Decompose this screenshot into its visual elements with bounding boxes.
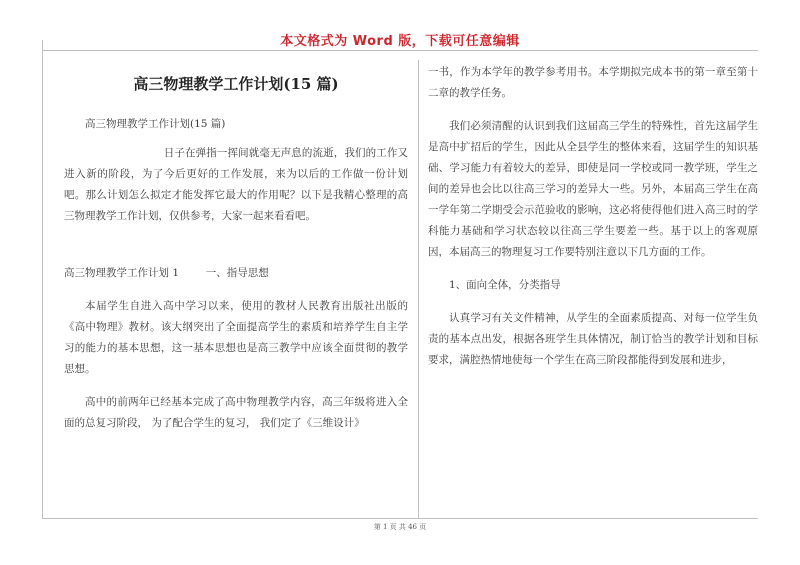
document-title: 高三物理教学工作计划(15 篇) <box>133 75 339 93</box>
right-column <box>428 62 758 383</box>
bottom-frame-line <box>42 518 758 519</box>
section-heading-plan-1: 高三物理教学工作计划 1 一、指导思想 <box>64 267 269 279</box>
subheading-1: 1、面向全体，分类指导 <box>449 279 561 291</box>
left-column <box>64 62 408 446</box>
left-frame-line <box>42 40 43 518</box>
paragraph: 我们必须清醒的认识到我们这届高三学生的特殊性，首先这届学生是高中扩招后的学生，因此从全县学生的整体来看，这届学生的知识基础、学习能力有着较大的差异，即使是同一学校或同一教学班，学生之间的差异也会比以往高三学习的差异大一些。另外，本届高三学生在高一学年第二学期受会示范验收的影响，这必将使得他们进入高三时的学科能力基础和学习状态较以往高三学生要差一些。基于以上的客观原因，本届高三的物理复习工作要特别注意以下几方面的工作。 <box>428 120 758 258</box>
paragraph-continuation: 一书，作为本学年的教学参考用书。本学期拟完成本书的第一章至第十二章的教学任务。 <box>428 66 758 99</box>
top-frame-line <box>42 50 758 51</box>
paragraph: 认真学习有关文件精神，从学生的全面素质提高、对每一位学生负责的基本点出发，根据各班学生具体情况，制订恰当的教学计划和目标要求，满腔热情地使每一个学生在高三阶段都能得到发展和进步， <box>428 312 758 366</box>
paragraph: 高中的前两年已经基本完成了高中物理教学内容，高三年级将进入全面的总复习阶段， 为了配合学生的复习， 我们定了《三维设计》 <box>64 396 408 429</box>
word-format-banner: 本文格式为 Word 版，下载可任意编辑 <box>280 34 520 49</box>
paragraph: 本届学生自进入高中学习以来，使用的教材人民教育出版社出版的《高中物理》教材。该大纲突出了全面提高学生的素质和培养学生自主学习的能力的基本思想，这一基本思想也是高三教学中应该全面贯彻的教学思想。 <box>64 300 408 375</box>
document-subtitle: 高三物理教学工作计划(15 篇) <box>85 118 226 130</box>
column-divider <box>418 60 419 518</box>
intro-paragraph: 日子在弹指一挥间就毫无声息的流逝，我们的工作又进入新的阶段，为了今后更好的工作发展，来为以后的工作做一份计划吧。那么计划怎么拟定才能发挥它最大的作用呢？以下是我精心整理的高三物理教学工作计划，仅供参考，大家一起来看看吧。 <box>64 147 408 222</box>
page-footer: 第 1 页 共 46 页 <box>373 523 427 531</box>
